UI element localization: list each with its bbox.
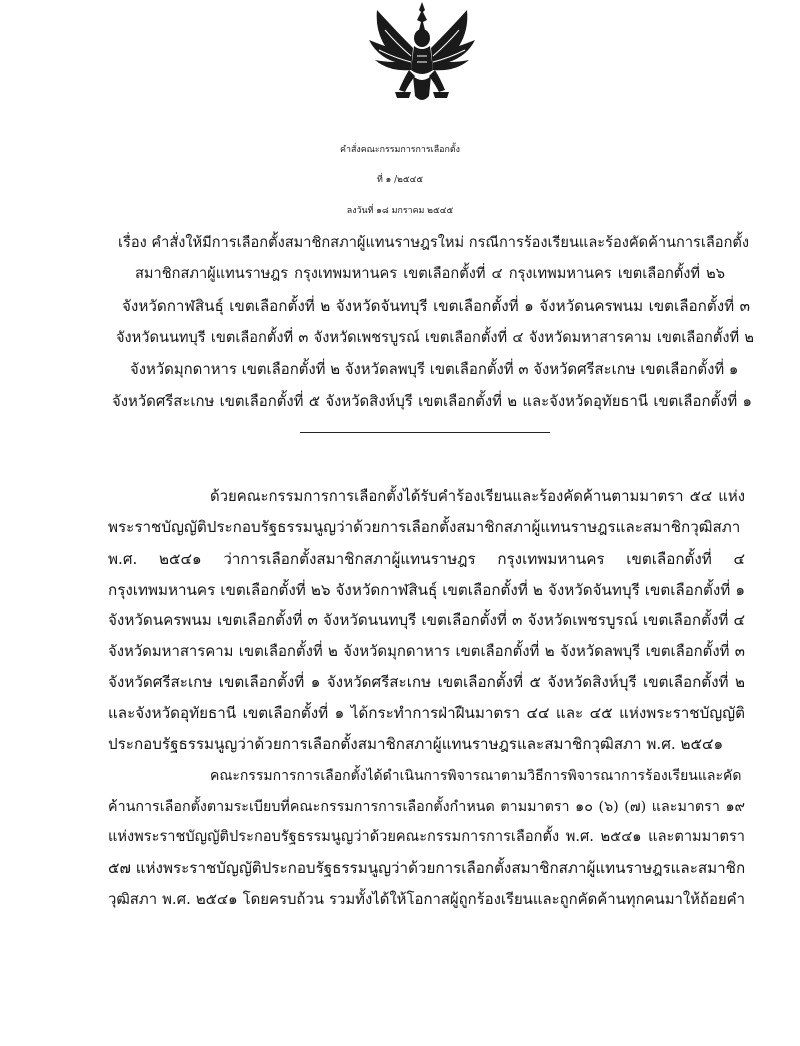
body-line: แห่งพระราชบัญญัติประกอบรัฐธรรมนูญว่าด้วยคณะกรรมการการเลือกตั้ง พ.ศ. ๒๕๔๑ และตามมาตรา bbox=[108, 828, 745, 845]
body-line: ค้านการเลือกตั้งตามระเบียบที่คณะกรรมการการเลือกตั้งกำหนด ตามมาตรา ๑๐ (๖) (๗) และมาตรา ๑๙ bbox=[108, 799, 745, 815]
order-title: คำสั่งคณะกรรมการการเลือกตั้ง bbox=[340, 145, 460, 155]
garuda-emblem bbox=[355, 0, 490, 108]
body-line: จังหวัดนครพนม เขตเลือกตั้งที่ ๓ จังหวัดนนทบุรี เขตเลือกตั้งที่ ๓ จังหวัดเพชรบูรณ์ เขตเลือกตั้งที่ ๔ bbox=[108, 611, 745, 629]
body-line: ๕๗ แห่งพระราชบัญญัติประกอบรัฐธรรมนูญว่าด้วยการเลือกตั้งสมาชิกสภาผู้แทนราษฎรและสมาชิก bbox=[108, 859, 746, 877]
body-line: จังหวัดมหาสารคาม เขตเลือกตั้งที่ ๒ จังหวัดมุกดาหาร เขตเลือกตั้งที่ ๒ จังหวัดลพบุรี เขตเลือกตั้งที่ ๓ bbox=[108, 642, 745, 660]
body-line: จังหวัดศรีสะเกษ เขตเลือกตั้งที่ ๑ จังหวัดศรีสะเกษ เขตเลือกตั้งที่ ๕ จังหวัดสิงห์บุรี เขตเลือกตั้งที่ ๒ bbox=[108, 673, 745, 691]
body-line: ประกอบรัฐธรรมนูญว่าด้วยการเลือกตั้งสมาชิกสภาผู้แทนราษฎรและสมาชิกวุฒิสภา พ.ศ. ๒๕๔๑ bbox=[108, 735, 724, 753]
body-line: คณะกรรมการการเลือกตั้งได้ดำเนินการพิจารณาตามวิธีการพิจารณาการร้องเรียนและคัด bbox=[210, 768, 742, 784]
order-number: ที่ ๑ /๒๕๔๕ bbox=[376, 175, 424, 185]
body-line: ด้วยคณะกรรมการการเลือกตั้งได้รับคำร้องเรียนและร้องคัดค้านตามมาตรา ๕๔ แห่ง bbox=[210, 487, 745, 505]
subject-line: เรื่อง คำสั่งให้มีการเลือกตั้งสมาชิกสภาผู้แทนราษฎรใหม่ กรณีการร้องเรียนและร้องคัดค้านการเลือกตั้ง bbox=[118, 234, 750, 251]
subject-line: จังหวัดนนทบุรี เขตเลือกตั้งที่ ๓ จังหวัดเพชรบูรณ์ เขตเลือกตั้งที่ ๔ จังหวัดมหาสารคาม เขตเลือกตั้งที่ ๒ bbox=[116, 329, 754, 346]
body-line: พ.ศ. ๒๕๔๑ ว่าการเลือกตั้งสมาชิกสภาผู้แทนราษฎร กรุงเทพมหานคร เขตเลือกตั้งที่ ๔ bbox=[108, 550, 745, 568]
subject-line: จังหวัดกาฬสินธุ์ เขตเลือกตั้งที่ ๒ จังหวัดจันทบุรี เขตเลือกตั้งที่ ๑ จังหวัดนครพนม เขตเลือกตั้งที่ ๓ bbox=[122, 297, 750, 315]
subject-line: จังหวัดมุกดาหาร เขตเลือกตั้งที่ ๒ จังหวัดลพบุรี เขตเลือกตั้งที่ ๓ จังหวัดศรีสะเกษ เขตเลือกตั้งที่ ๑ bbox=[130, 360, 739, 378]
subject-line: จังหวัดศรีสะเกษ เขตเลือกตั้งที่ ๕ จังหวัดสิงห์บุรี เขตเลือกตั้งที่ ๒ และจังหวัดอุทัยธานี เขตเลือกตั้งที่ ๑ bbox=[112, 392, 752, 410]
separator-line bbox=[300, 432, 550, 433]
body-line: และจังหวัดอุทัยธานี เขตเลือกตั้งที่ ๑ ได้กระทำการฝ่าฝืนมาตรา ๔๔ และ ๔๕ แห่งพระราชบัญญัติ bbox=[108, 704, 745, 722]
body-line: วุฒิสภา พ.ศ. ๒๕๔๑ โดยครบถ้วน รวมทั้งได้ให้โอกาสผู้ถูกร้องเรียนและถูกคัดค้านทุกคนมาให้ถ้อยคำ bbox=[108, 890, 745, 908]
order-date: ลงวันที่ ๑๘ มกราคม ๒๕๔๕ bbox=[346, 206, 454, 216]
body-line: กรุงเทพมหานคร เขตเลือกตั้งที่ ๒๖ จังหวัดกาฬสินธุ์ เขตเลือกตั้งที่ ๒ จังหวัดจันทบุรี เขตเลือกตั้งที่ ๑ bbox=[108, 581, 745, 599]
subject-line: สมาชิกสภาผู้แทนราษฎร กรุงเทพมหานคร เขตเลือกตั้งที่ ๔ กรุงเทพมหานคร เขตเลือกตั้งที่ ๒๖ bbox=[135, 265, 725, 282]
body-line: พระราชบัญญัติประกอบรัฐธรรมนูญว่าด้วยการเลือกตั้งสมาชิกสภาผู้แทนราษฎรและสมาชิกวุฒิสภา bbox=[108, 518, 741, 536]
